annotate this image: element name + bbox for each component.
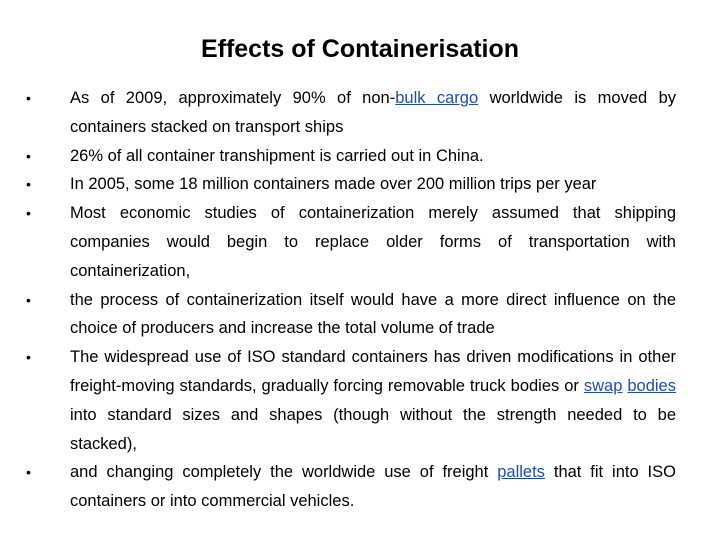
bullet-text: As of 2009, approximately 90% of non- — [70, 89, 396, 107]
bullet-item — [26, 458, 676, 516]
bullet-item — [26, 84, 676, 142]
bullet-text: The widespread use of ISO standard containers has driven modifications in other freight-moving standards, gradually forcing removable truck bodies or — [70, 348, 676, 395]
bullet-text: In 2005, some 18 million containers made over 200 million trips per year — [70, 175, 597, 194]
bullet-text: the process of containerization itself would have a more direct influence on the choice of producers and increase the total volume of trade — [70, 290, 676, 338]
bullet-item — [26, 286, 676, 344]
swap-link[interactable]: swap — [583, 376, 623, 395]
bullet-text: and changing completely the worldwide use of freight — [70, 463, 498, 482]
bullet-dot-icon: • — [26, 291, 31, 308]
bullet-dot-icon: • — [26, 147, 31, 164]
bullet-dot-icon: • — [26, 349, 31, 366]
bullet-text: 26% of all container transhipment is carried out in China. — [70, 146, 484, 165]
pallets-link[interactable]: pallets — [497, 463, 545, 482]
slide-title: Effects of Containerisation — [200, 35, 520, 63]
bodies-link[interactable]: bodies — [627, 376, 676, 395]
bullet-text: worldwide is moved by containers stacked on transport ships — [70, 89, 676, 136]
bullet-list — [26, 84, 676, 516]
bullet-dot-icon: • — [26, 205, 31, 222]
bulk-cargo-link[interactable]: bulk cargo — [395, 89, 479, 107]
bullet-text: Most economic studies of containerization merely assumed that shipping companies would begin to replace older forms of transportation with containerization, — [70, 204, 676, 280]
bullet-item — [26, 199, 676, 285]
bullet-dot-icon: • — [26, 464, 31, 481]
bullet-dot-icon: • — [26, 90, 31, 106]
bullet-text: into standard sizes and shapes (though without the strength needed to be stacked), — [70, 405, 676, 453]
bullet-dot-icon: • — [26, 176, 31, 193]
bullet-item — [26, 170, 676, 199]
bullet-item — [26, 343, 676, 458]
bullet-text: that fit into ISO containers or into commercial vehicles. — [70, 463, 676, 511]
bullet-item — [26, 142, 676, 171]
